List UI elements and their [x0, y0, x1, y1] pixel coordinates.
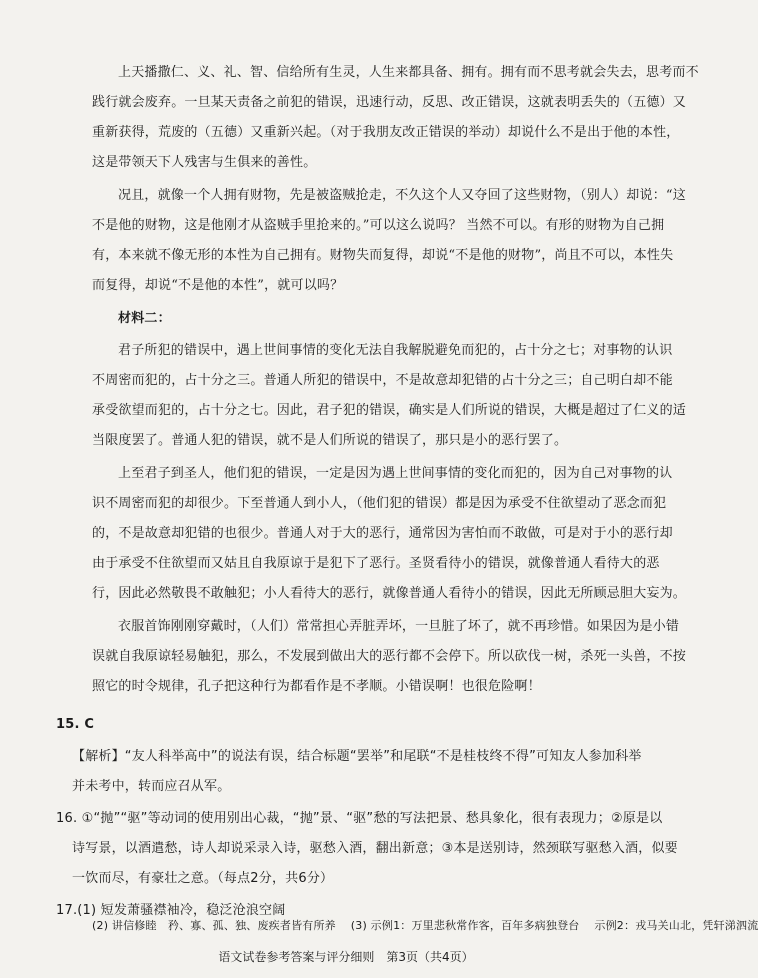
para5-line1: 衣服首饰刚刚穿戴时，（人们）常常担心弄脏弄坏，一旦脏了坏了，就不再珍惜。如果因为是小错 [118, 619, 680, 634]
page-footer: 语文试卷参考答案与评分细则 第3页（共4页） [218, 950, 474, 964]
para3-line3: 承受欲望而犯的，占十分之七。因此，君子犯的错误，确实是人们所说的错误，大概是超过了仁义的适 [92, 403, 687, 418]
para2-line3: 有，本来就不像无形的本性为自己拥有。财物失而复得，却说“不是他的财物”，尚且不可以，本性失 [92, 248, 674, 263]
material2-heading: 材料二： [118, 311, 171, 326]
para5-line3: 照它的时令规律，孔子把这种行为都看作是不孝顺。小错误啊！也很危险啊！ [92, 679, 541, 694]
q17-number: 17. [56, 903, 78, 918]
para5-line2: 误就自我原谅轻易触犯，那么，不发展到做出大的恶行都不会停下。所以砍伐一树，杀死一头兽，不按 [92, 649, 687, 664]
para2-line1: 况且，就像一个人拥有财物，先是被盗贼抢走，不久这个人又夺回了这些财物，（别人）却说：“这 [118, 188, 686, 203]
para3-line4: 当限度罢了。普通人犯的错误，就不是人们所说的错误了，那只是小的恶行罢了。 [92, 433, 568, 448]
para4-line2: 识不周密而犯的却很少。下至普通人到小人，（他们犯的错误）都是因为承受不住欲望动了恶念而犯 [92, 496, 667, 511]
para1-line3: 重新获得，荒废的（五德）又重新兴起。（对于我朋友改正错误的举动）却说什么不是出于他的本性， [92, 125, 680, 140]
para4-line4: 由于承受不住欲望而又姑且自我原谅于是犯下了恶行。圣贤看待小的错误，就像普通人看待大的恶 [92, 556, 660, 571]
para2-line2: 不是他的财物，这是他刚才从盗贼手里抢来的。”可以这么说吗？ 当然不可以。有形的财物为自己拥 [92, 218, 665, 233]
q17-item3: (3) 示例1：万里悲秋常作客，百年多病独登台 [350, 919, 580, 932]
q16-line2: 诗写景，以酒遣愁，诗人却说采录入诗，驱愁入酒，翻出新意；③本是送别诗，然颈联写驱愁入酒，似要 [72, 841, 678, 856]
para4-line1: 上至君子到圣人，他们犯的错误，一定是因为遇上世间事情的变化而犯的，因为自己对事物的认 [118, 466, 673, 481]
para3-line1: 君子所犯的错误中，遇上世间事情的变化无法自我解脱避免而犯的，占十分之七；对事物的认识 [118, 343, 673, 358]
para2-line4: 而复得，却说“不是他的本性”，就可以吗？ [92, 278, 344, 293]
para4-line5: 行，因此必然敬畏不敢触犯；小人看待大的恶行，就像普通人看待小的错误，因此无所顾忌胆大妄为。 [92, 586, 687, 601]
para1-line1: 上天播撒仁、义、礼、智、信给所有生灵，人生来都具备、拥有。拥有而不思考就会失去，思考而不 [118, 65, 699, 80]
q15-answer: 15. C [56, 717, 95, 732]
para4-line3: 的，不是故意却犯错的也很少。普通人对于大的恶行，通常因为害怕而不敢做，可是对于小的恶行却 [92, 526, 673, 541]
q17-item1: 17.(1) 短发萧骚襟袖冷，稳泛沧浪空阔 [56, 903, 286, 918]
q17-items-rest [92, 918, 758, 934]
q17-item4: 示例2：戎马关山北，凭轩涕泗流 [594, 919, 758, 932]
q16-line1: 16. ①“抛”“驱”等动词的使用别出心裁，“抛”景、“驱”愁的写法把景、愁具象化，很有表现力；②原是以 [56, 811, 663, 826]
para1-line4: 这是带领天下人残害与生俱来的善性。 [92, 155, 317, 170]
para3-line2: 不周密而犯的，占十分之三。普通人所犯的错误中，不是故意却犯错的占十分之三；自己明白却不能 [92, 373, 673, 388]
q16-line3: 一饮而尽，有豪壮之意。（每点2分，共6分） [72, 871, 334, 886]
q15-analysis-line1: 【解析】“友人科举高中”的说法有误，结合标题“罢举”和尾联“不是桂枝终不得”可知友人参加科举 [72, 749, 642, 764]
q17-item2: (2) 讲信修睦 矜、寡、孤、独、废疾者皆有所养 [92, 919, 336, 932]
q15-analysis-line2: 并未考中，转而应召从军。 [72, 779, 231, 794]
para1-line2: 践行就会废弃。一旦某天责备之前犯的错误，迅速行动，反思、改正错误，这就表明丢失的（五德）又 [92, 95, 687, 110]
